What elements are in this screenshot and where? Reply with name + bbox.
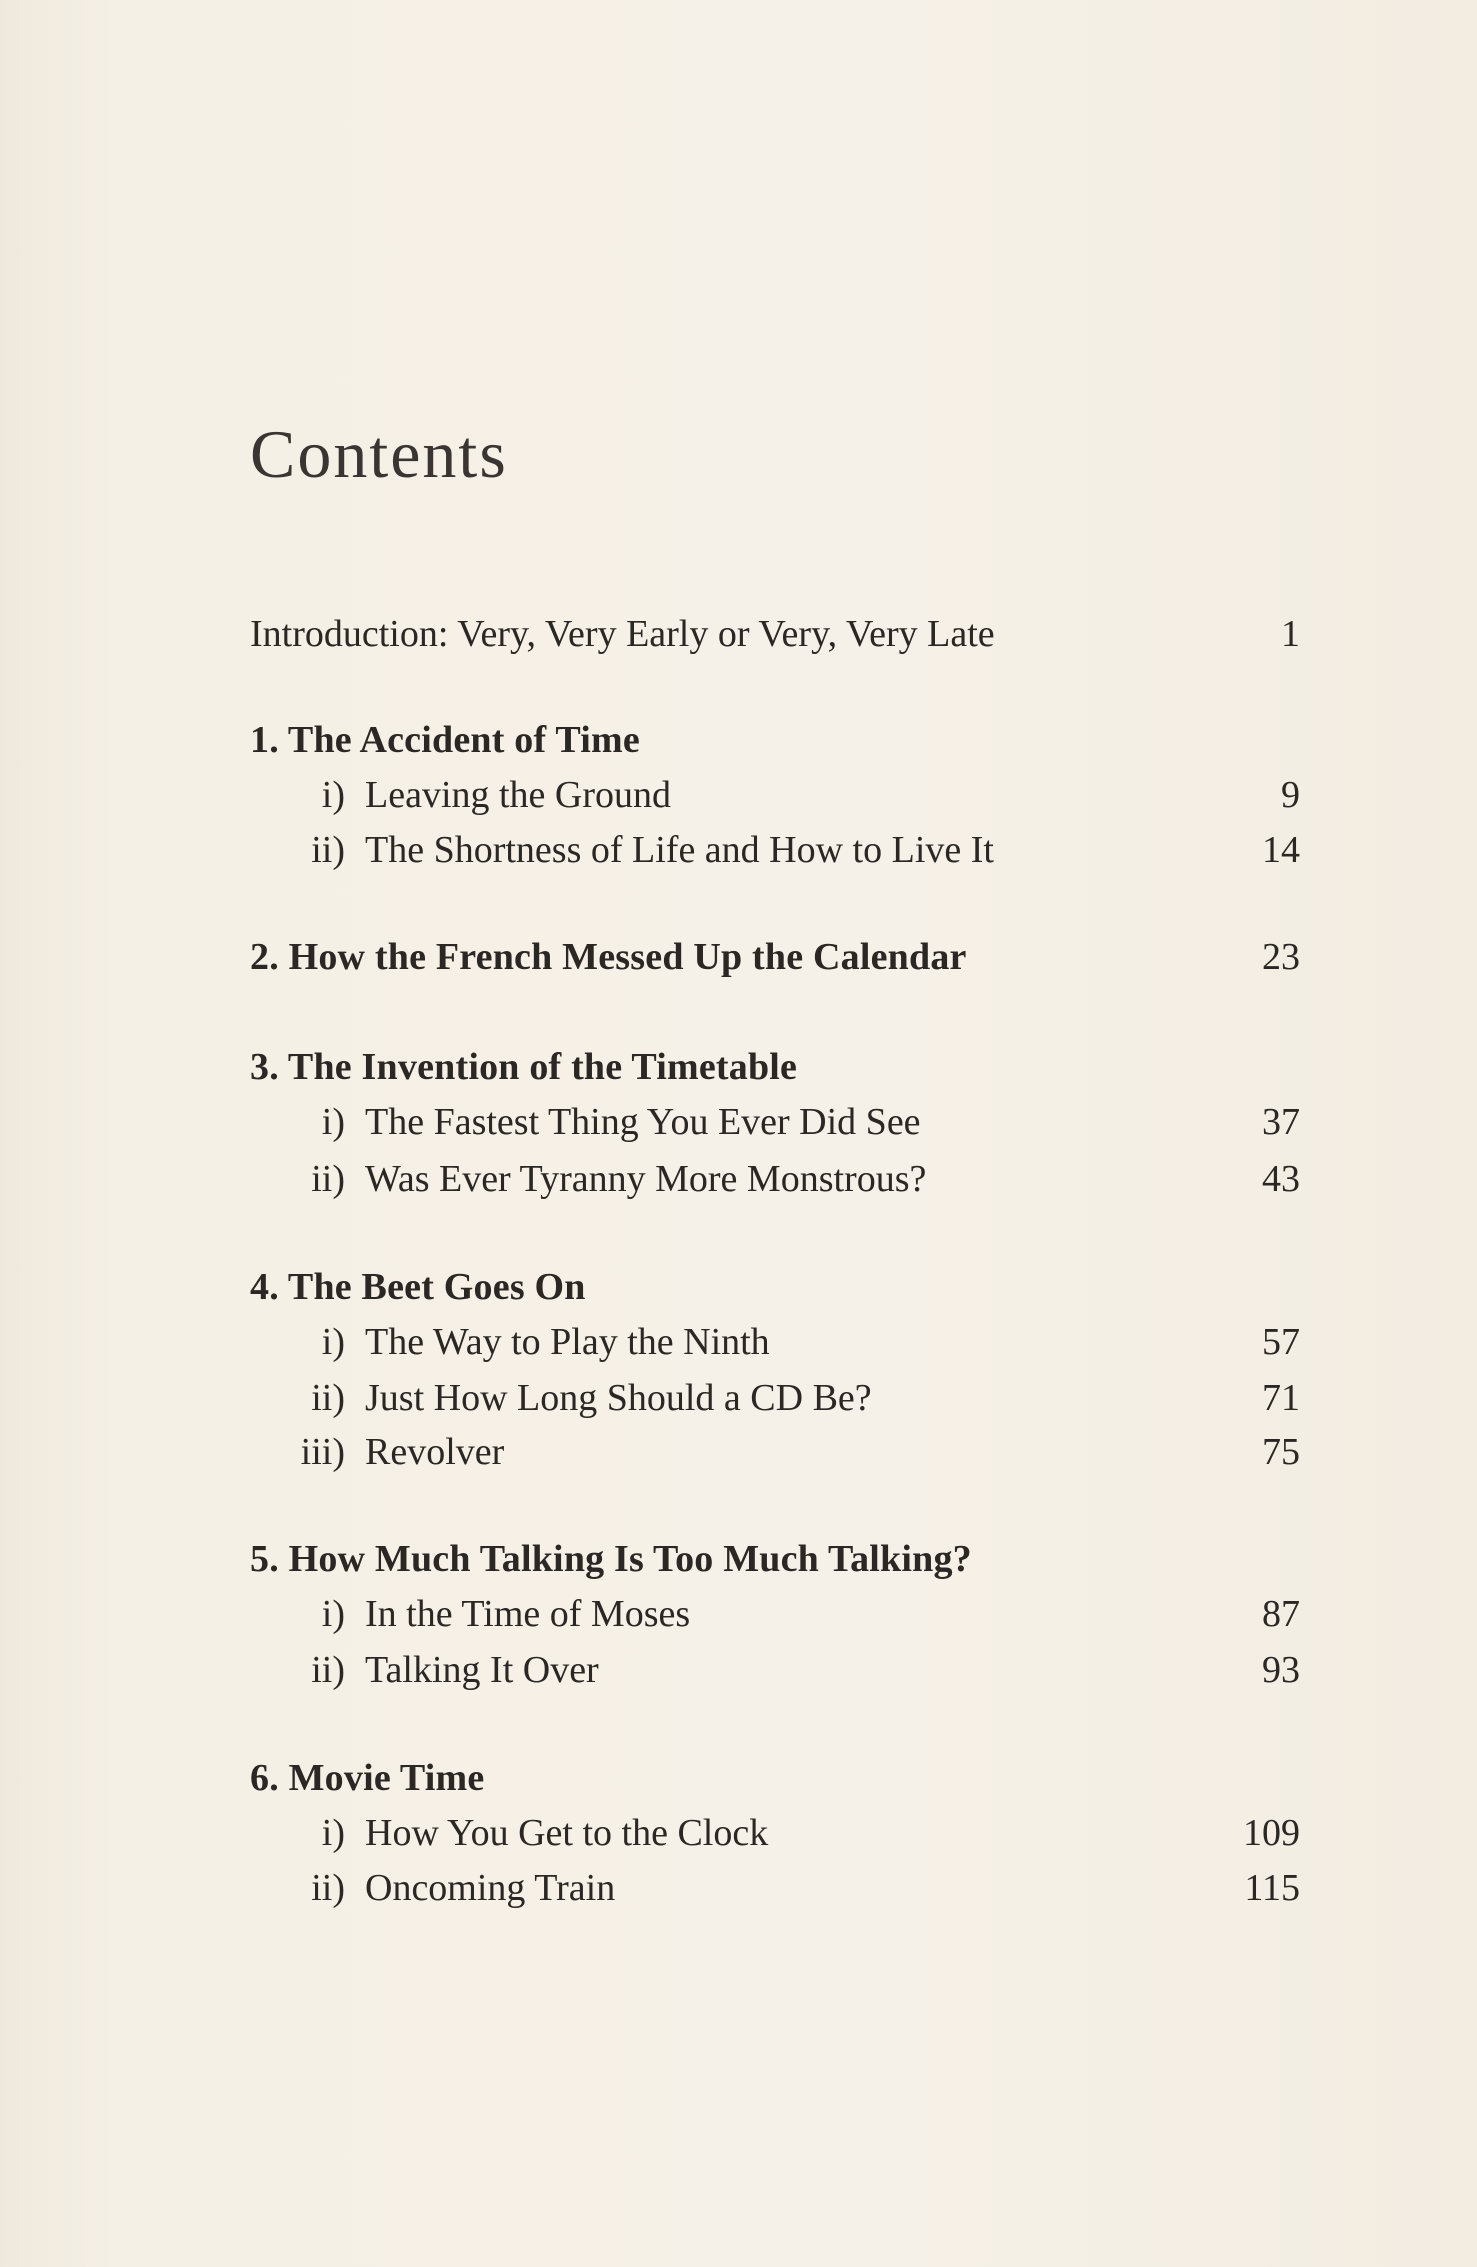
toc-entry-label: Introduction: Very, Very Early or Very, Very Late: [250, 613, 995, 655]
toc-section-number: i): [321, 1321, 345, 1363]
toc-section-number: ii): [311, 1867, 345, 1909]
toc-section-number: ii): [311, 1377, 345, 1419]
toc-page-number: 14: [1262, 829, 1300, 871]
toc-chapter-label: 6. Movie Time: [250, 1757, 485, 1799]
toc-section: [250, 1648, 1300, 1698]
toc-section-number: iii): [300, 1431, 345, 1473]
toc-section: [250, 1320, 1300, 1370]
toc-section: [250, 1376, 1300, 1426]
toc-section-number: i): [321, 1812, 345, 1854]
toc-chapter-label: 1. The Accident of Time: [250, 719, 640, 761]
toc-page-number: 37: [1262, 1101, 1300, 1143]
toc-page-number: 93: [1262, 1649, 1300, 1691]
toc-section: [250, 1430, 1300, 1480]
toc-page-number: 43: [1262, 1158, 1300, 1200]
toc-chapter-1: [250, 718, 1300, 768]
toc-page-number: 71: [1262, 1377, 1300, 1419]
toc-section-label: The Fastest Thing You Ever Did See: [365, 1101, 921, 1143]
toc-section-number: i): [321, 1593, 345, 1635]
toc-section: [250, 1811, 1300, 1861]
toc-section: [250, 828, 1300, 878]
toc-chapter-label: 2. How the French Messed Up the Calendar: [250, 936, 967, 978]
toc-page-number: 1: [1281, 613, 1300, 655]
toc-section: [250, 773, 1300, 823]
toc-chapter-6: [250, 1756, 1300, 1806]
toc-section-label: Talking It Over: [365, 1649, 599, 1691]
toc-section-number: i): [321, 774, 345, 816]
toc-section-label: The Shortness of Life and How to Live It: [365, 829, 994, 871]
toc-chapter-3: [250, 1045, 1300, 1095]
toc-section-label: Revolver: [365, 1431, 505, 1473]
toc-section-label: Leaving the Ground: [365, 774, 672, 816]
toc-section-label: Was Ever Tyranny More Monstrous?: [365, 1158, 927, 1200]
toc-chapter-2: [250, 935, 1300, 985]
toc-section: [250, 1100, 1300, 1150]
toc-section-number: ii): [311, 829, 345, 871]
toc-section: [250, 1157, 1300, 1207]
toc-introduction: [250, 612, 1300, 662]
toc-section-number: ii): [311, 1158, 345, 1200]
toc-section: [250, 1866, 1300, 1916]
toc-chapter-label: 4. The Beet Goes On: [250, 1266, 586, 1308]
toc-chapter-5: [250, 1537, 1300, 1587]
toc-page-number: 75: [1262, 1431, 1300, 1473]
toc-page-number: 87: [1262, 1593, 1300, 1635]
toc-page-number: 23: [1262, 936, 1300, 978]
toc-chapter-4: [250, 1265, 1300, 1315]
toc-section-number: i): [321, 1101, 345, 1143]
toc-chapter-label: 3. The Invention of the Timetable: [250, 1046, 798, 1088]
page-title: Contents: [250, 416, 508, 492]
toc-section-label: Oncoming Train: [365, 1867, 616, 1909]
toc-page-number: 109: [1243, 1812, 1300, 1854]
toc-page-number: 9: [1281, 774, 1300, 816]
toc-section-label: In the Time of Moses: [365, 1593, 691, 1635]
toc-section-label: The Way to Play the Ninth: [365, 1321, 770, 1363]
toc-section-label: Just How Long Should a CD Be?: [365, 1377, 872, 1419]
toc-page-number: 57: [1262, 1321, 1300, 1363]
toc-section-number: ii): [311, 1649, 345, 1691]
toc-section-label: How You Get to the Clock: [365, 1812, 769, 1854]
toc-page-number: 115: [1244, 1867, 1300, 1909]
toc-section: [250, 1592, 1300, 1642]
toc-chapter-label: 5. How Much Talking Is Too Much Talking?: [250, 1538, 972, 1580]
